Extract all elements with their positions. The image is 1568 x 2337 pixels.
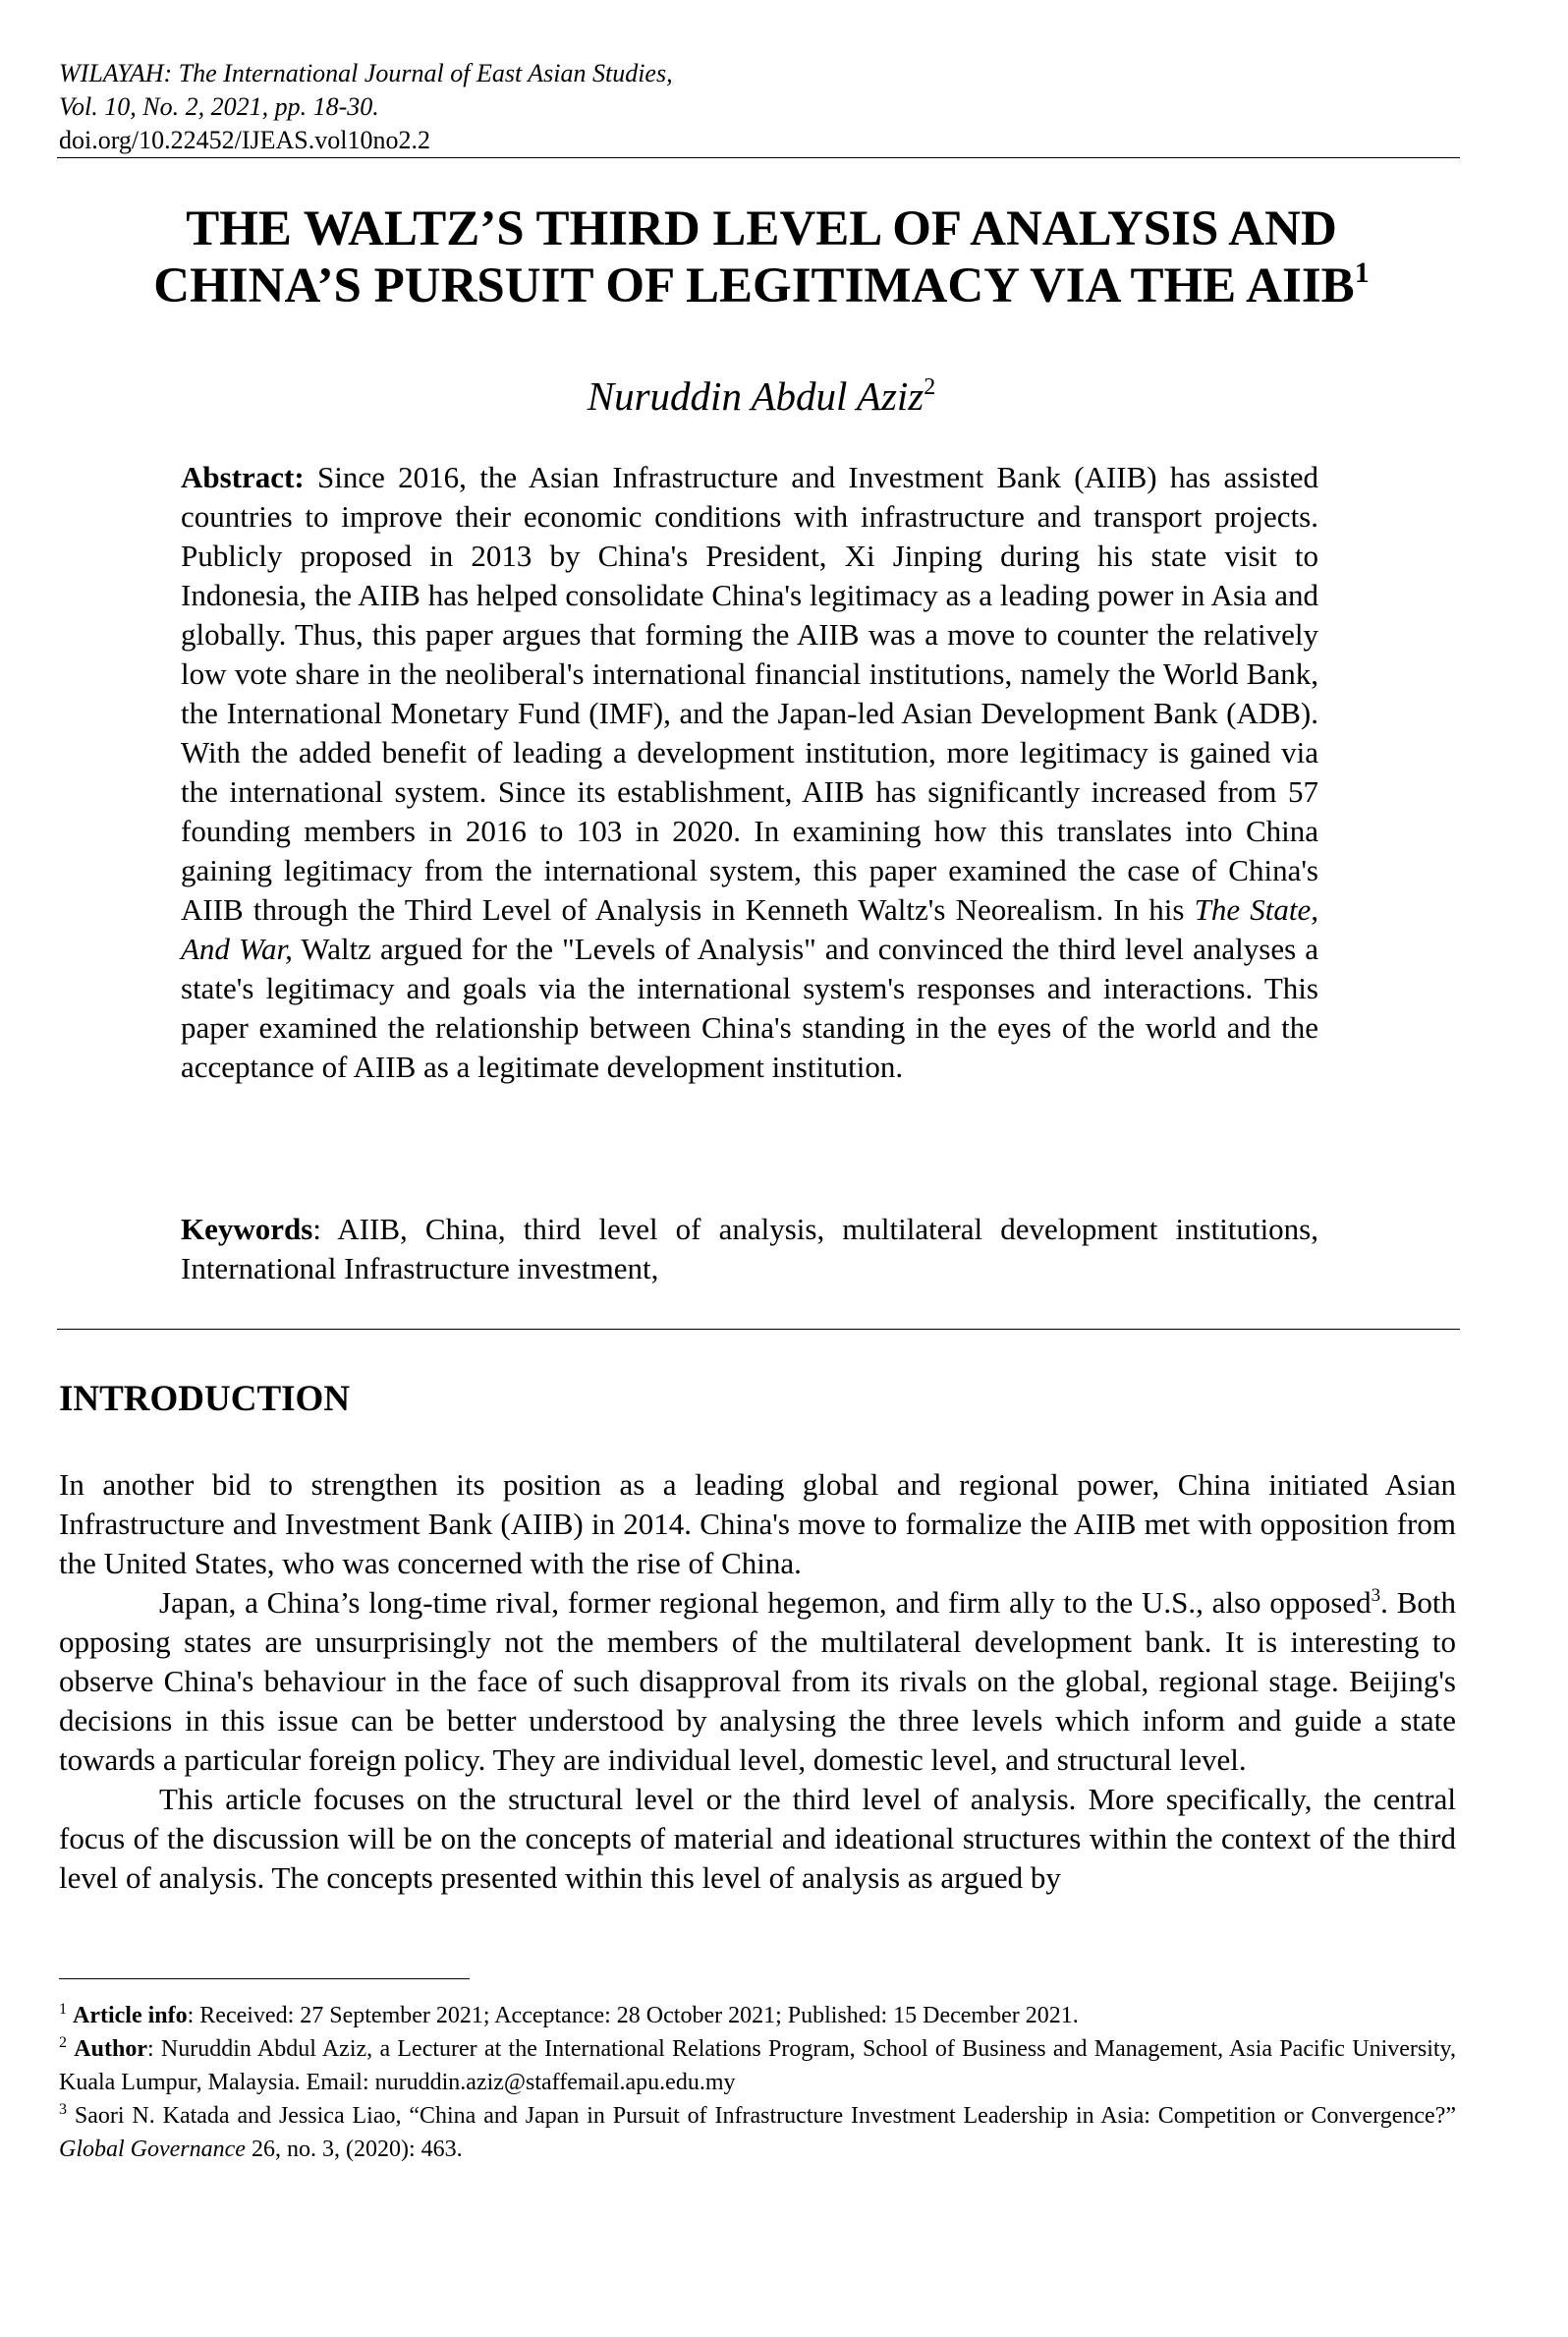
title-footnote-mark: 1 xyxy=(1354,256,1370,289)
journal-name: WILAYAH: The International Journal of East Asian Studies, xyxy=(59,59,673,87)
intro-paragraph-2: Japan, a China’s long-time rival, former regional hegemon, and firm ally to the U.S., also opposed$^3$. Both opposing states are unsurprisingly not the members of the multilateral development bank. It is interesting to observe China's behaviour in the face of such disapproval from its rivals on the global, regional stage. Beijing's decisions in this issue can be better understood by analysing the three levels which inform and guide a state towards a particular foreign policy. They are individual level, domestic level, and structural level. xyxy=(59,1585,1456,1777)
journal-doi: doi.org/10.22452/IJEAS.vol10no2.2 xyxy=(59,126,430,154)
keywords-label: Keywords xyxy=(181,1212,313,1246)
title-line-1: THE WALTZ’S THIRD LEVEL OF ANALYSIS AND xyxy=(186,201,1337,256)
title-line-2: CHINA’S PURSUIT OF LEGITIMACY VIA THE AIIB$^1$ xyxy=(153,256,1370,314)
author-footnote-mark: 2 xyxy=(924,374,936,400)
header-divider xyxy=(57,157,1460,158)
abstract xyxy=(181,458,1318,1087)
keywords-text: : AIIB, China, third level of analysis, multilateral development institutions, International Infrastructure investment, xyxy=(181,1212,1318,1285)
intro-paragraph-3: This article focuses on the structural level or the third level of analysis. More specifically, the central focus of the discussion will be on the concepts of material and ideational structures within the context of the third level of analysis. The concepts presented within this level of analysis as argued by xyxy=(59,1782,1456,1895)
footnote-3: $^3$ Saori N. Katada and Jessica Liao, “China and Japan in Pursuit of Infrastructure Investment Leadership in Asia: Competition or Convergence?” Global Governance 26, no. 3, (2020): 463. xyxy=(59,2101,1456,2162)
footnote-ref-3: 3 xyxy=(1371,1585,1381,1606)
intro-paragraph-1: In another bid to strengthen its position as a leading global and regional power, China initiated Asian Infrastructure and Investment Bank (AIIB) in 2014. China's move to formalize the AIIB met with opposition from the United States, who was concerned with the rise of China. xyxy=(59,1467,1456,1580)
footnote-divider xyxy=(59,1978,470,1979)
abstract-text-1: Since 2016, the Asian Infrastructure and Investment Bank (AIIB) has assisted countries to improve their economic conditions with infrastructure and transport projects. Publicly proposed in 2013 by China's President, Xi Jinping during his state visit to Indonesia, the AIIB has helped consolidate China's legitimacy as a leading power in Asia and globally. Thus, this paper argues that forming the AIIB was a move to counter the relatively low vote share in the neoliberal's international financial institutions, namely the World Bank, the International Monetary Fund (IMF), and the Japan-led Asian Development Bank (ADB). With the added benefit of leading a development institution, more legitimacy is gained via the international system. Since its establishment, AIIB has significantly increased from 57 founding members in 2016 to 103 in 2020. In examining how this translates into China gaining legitimacy from the international system, this paper examined the case of China's AIIB through the Third Level of Analysis in Kenneth Waltz's Neorealism. In his xyxy=(181,460,1318,927)
abstract-book-title: The State, And War, xyxy=(181,892,1318,966)
journal-volume: Vol. 10, No. 2, 2021, pp. 18-30. xyxy=(59,92,379,121)
footnote-1: $^1$ Article info: Received: 27 September 2021; Acceptance: 28 October 2021; Published: 15 December 2021. xyxy=(59,2001,1079,2028)
abstract-label: Abstract: xyxy=(181,460,305,494)
section-heading-introduction: INTRODUCTION xyxy=(59,1379,351,1419)
introduction-body xyxy=(59,1465,1456,1898)
journal-header xyxy=(59,57,1464,157)
footnotes xyxy=(59,1999,1456,2166)
author-name: Nuruddin Abdul Aziz$^2$ xyxy=(587,373,936,419)
keywords xyxy=(181,1210,1318,1288)
abstract-divider xyxy=(57,1329,1460,1330)
paper-title xyxy=(59,200,1464,314)
footnote-2: $^2$ Author: Nuruddin Abdul Aziz, a Lecturer at the International Relations Program, School of Business and Management, Asia Pacific University, Kuala Lumpur, Malaysia. Email: nuruddin.aziz@staffemail.apu.edu.my xyxy=(59,2034,1457,2095)
abstract-text-2: Waltz argued for the "Levels of Analysis" and convinced the third level analyses a state's legitimacy and goals via the international system's responses and interactions. This paper examined the relationship between China's standing in the eyes of the world and the acceptance of AIIB as a legitimate development institution. xyxy=(181,932,1318,1084)
